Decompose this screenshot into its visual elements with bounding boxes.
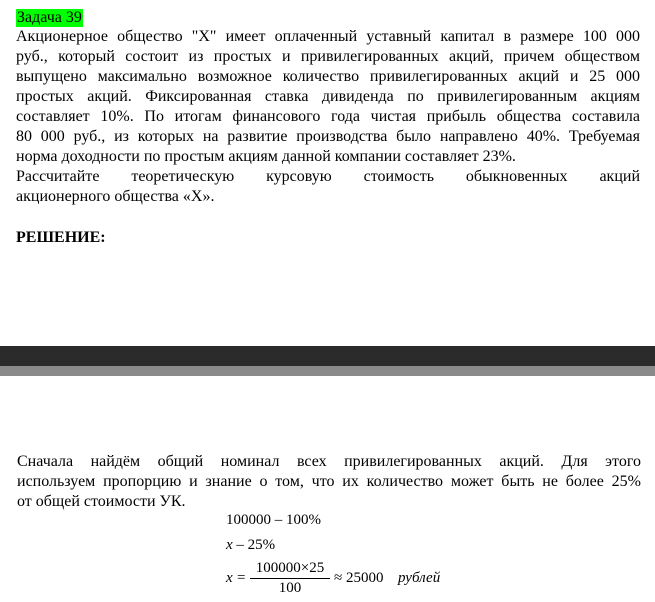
solution-line: Сначала найдём общий номинал всех привилегированных акций. Для этого [17,453,641,470]
task-title: Задача 39 [17,9,82,26]
fraction-numerator: 100000×25 [250,560,330,579]
task-line: Акционерное общество "Х" имеет оплаченный уставный капитал в размере 100 000 [16,28,640,45]
page-divider [0,346,655,366]
task-line: 80 000 руб., из которых на развитие производства было направлено 40%. Требуемая [16,128,640,145]
task-text [16,27,640,207]
task-line: акционерного общества «Х». [16,188,215,205]
formula-variable: x [226,537,233,553]
solution-text [17,452,641,512]
formula-fraction [250,560,330,597]
formula-result [226,560,486,602]
task-line: составляет 10%. По итогам финансового года чистая прибыль общества составила [16,108,640,125]
task-line: Рассчитайте теоретическую курсовую стоимость обыкновенных акций [16,168,640,185]
formula-variable: x [226,570,233,586]
formula-proportion-1: 100000 – 100% [226,512,321,528]
formula-value: – 25% [232,537,276,553]
solution-heading: РЕШЕНИЕ: [16,229,106,246]
page-divider-shadow [0,366,655,376]
task-line: норма доходности по простым акциям данной компании составляет 23%. [16,148,516,165]
formula-equals: = [237,570,246,586]
task-line: выпущено максимально возможное количество привилегированных акций и 25 000 [16,68,640,85]
solution-line: от общей стоимости УК. [17,493,186,510]
solution-line: используем пропорцию и знание о том, что их количество может быть не более 25% [17,473,641,490]
formula-result-value: ≈ 25000 [334,570,384,586]
fraction-denominator: 100 [278,580,302,596]
task-line: простых акций. Фиксированная ставка дивиденда по привилегированным акциям [16,88,640,105]
task-line: руб., который состоит из простых и привилегированных акций, причем обществом [16,48,640,65]
formula-unit: рублей [398,570,441,586]
formula-proportion-2 [226,537,275,554]
